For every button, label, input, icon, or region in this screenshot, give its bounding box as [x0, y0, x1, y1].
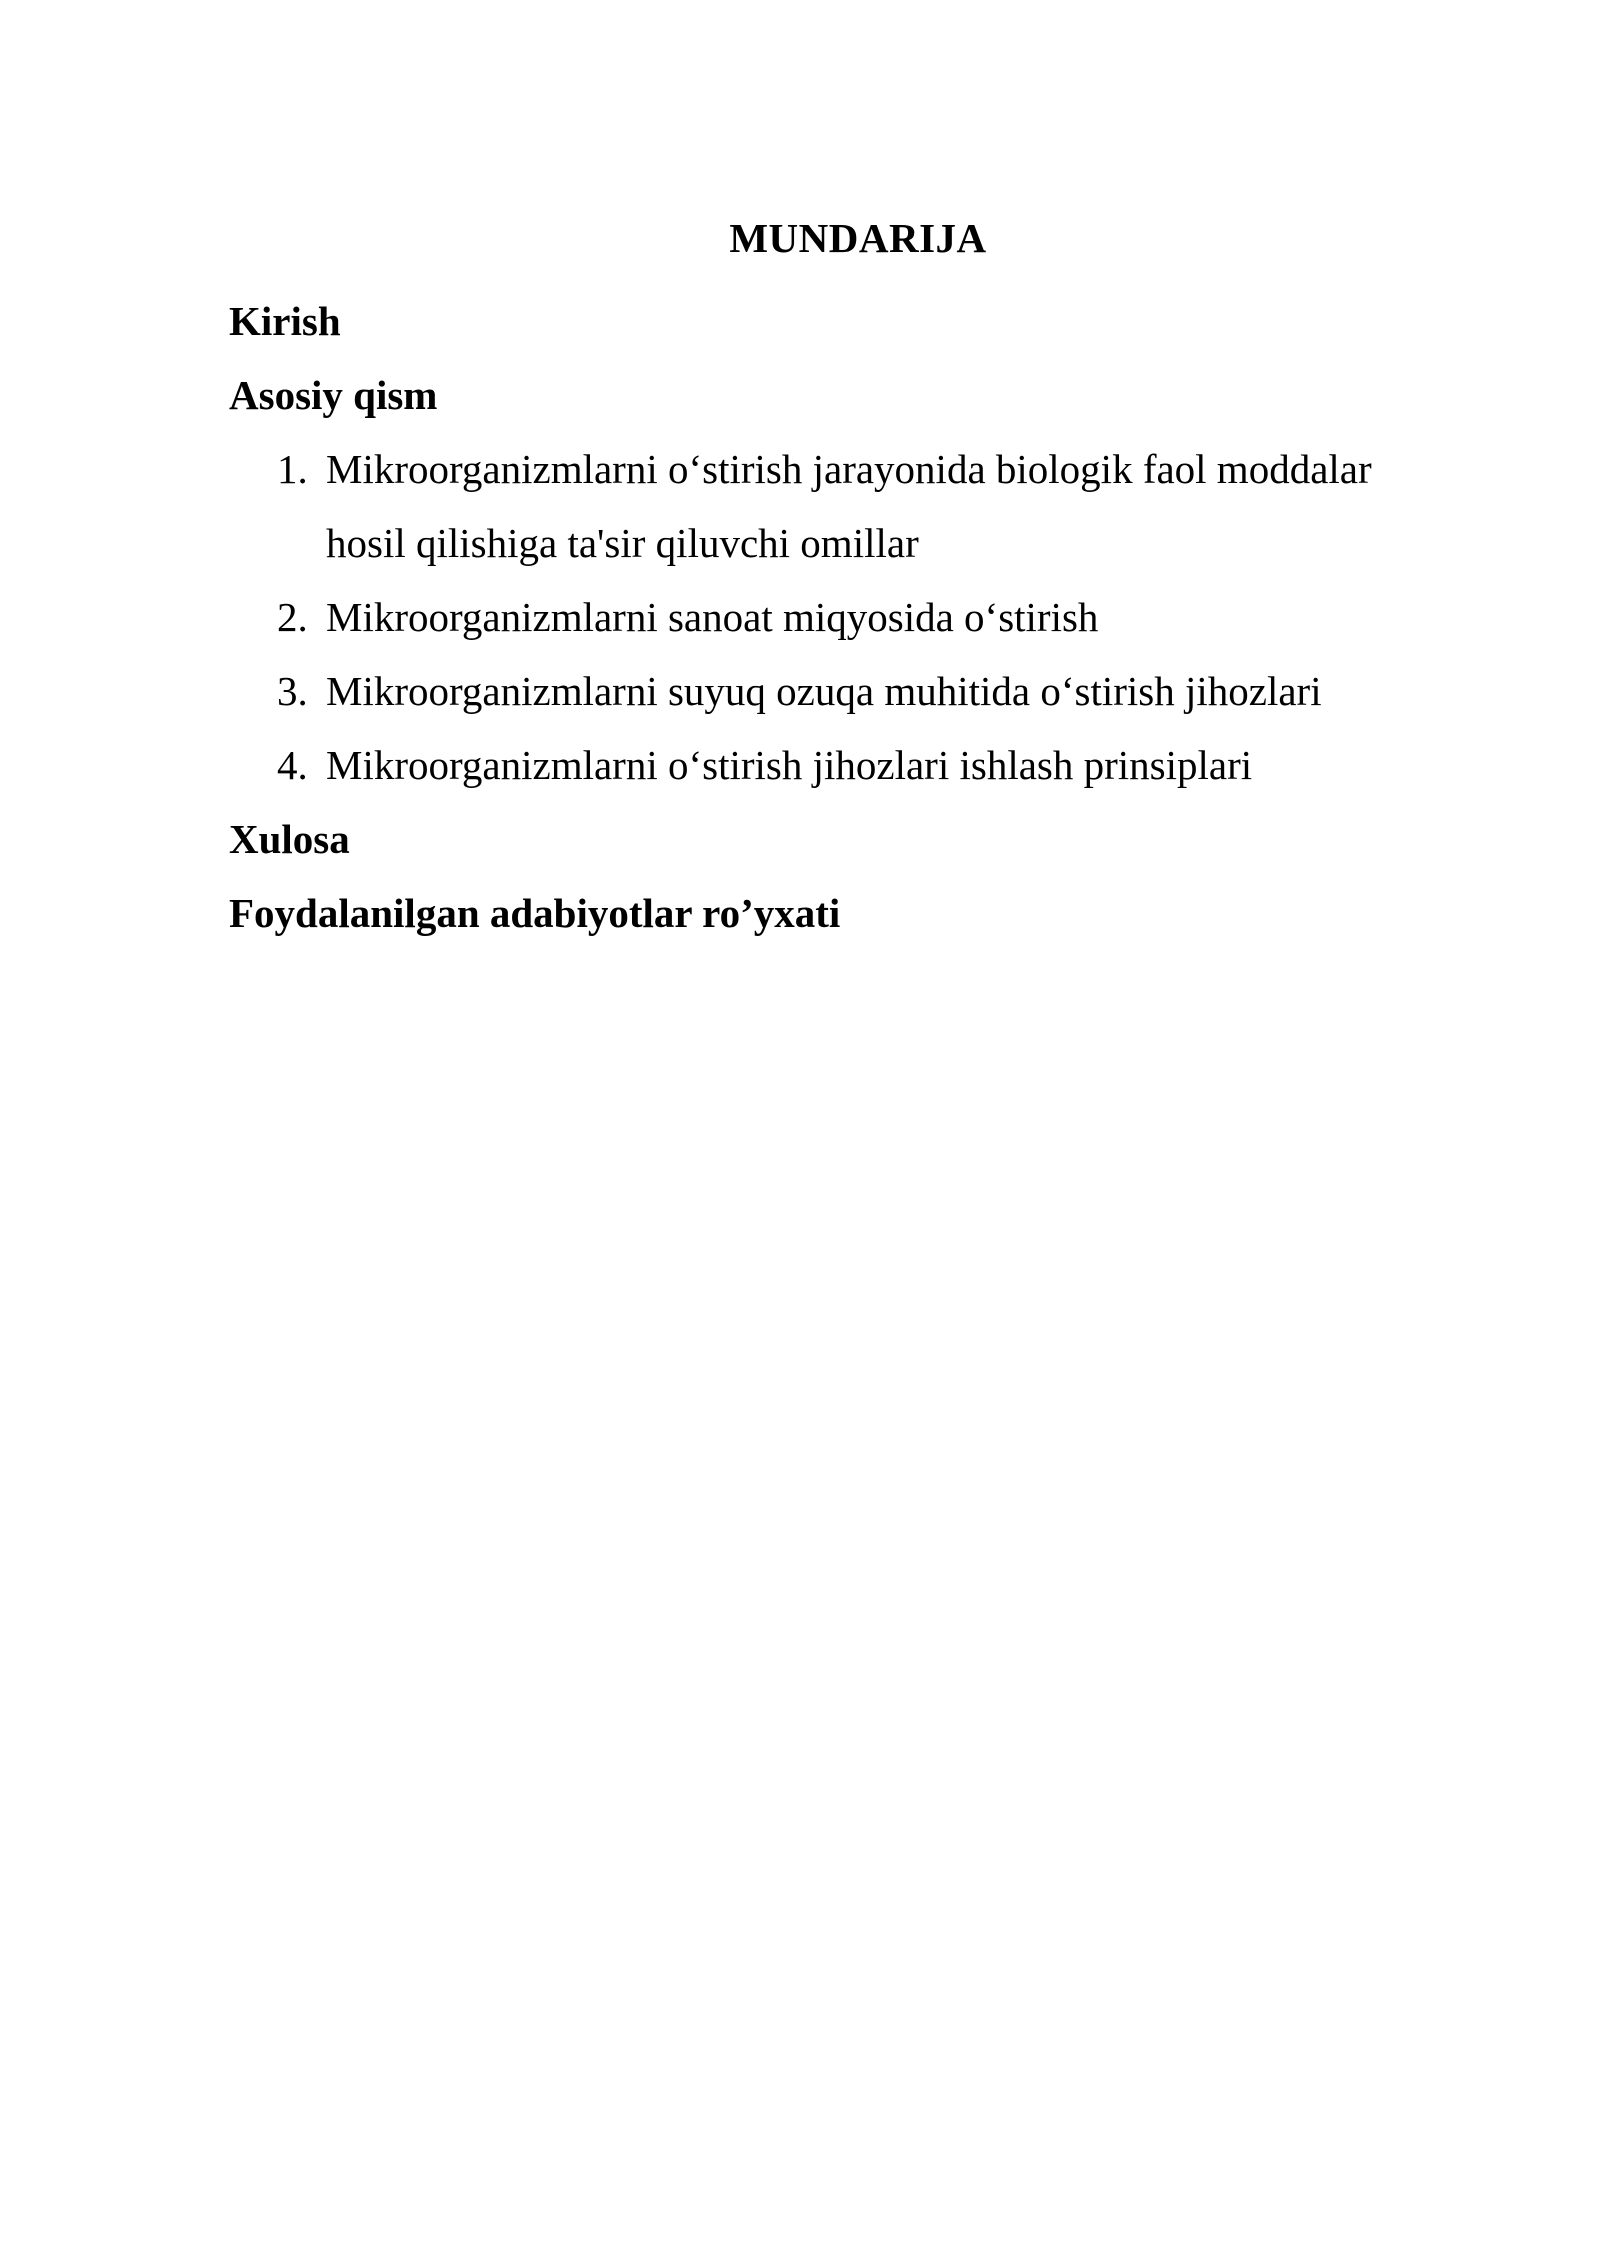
toc-conclusion: Xulosa	[229, 816, 350, 862]
list-item-text: Mikroorganizmlarni o‘stirish jarayonida biologik faol moddalar hosil qilishiga ta'sir qiluvchi omillar	[326, 446, 1372, 566]
table-of-contents	[229, 284, 1449, 950]
toc-references: Foydalanilgan adabiyotlar ro’yxati	[229, 890, 841, 936]
list-item	[229, 580, 1449, 654]
list-item-text: Mikroorganizmlarni suyuq ozuqa muhitida o‘stirish jihozlari	[326, 668, 1322, 714]
toc-intro: Kirish	[229, 298, 341, 344]
page-title: MUNDARIJA	[729, 215, 987, 261]
list-item-number: 3.	[277, 668, 308, 714]
list-item-text: Mikroorganizmlarni sanoat miqyosida o‘stirish	[326, 594, 1099, 640]
list-item-number: 1.	[277, 446, 308, 492]
list-item	[229, 654, 1449, 728]
toc-item-list	[229, 432, 1449, 802]
toc-main-part: Asosiy qism	[229, 372, 438, 418]
list-item-text: Mikroorganizmlarni o‘stirish jihozlari ishlash prinsiplari	[326, 742, 1253, 788]
list-item	[229, 432, 1449, 580]
list-item-number: 2.	[277, 594, 308, 640]
list-item	[229, 728, 1449, 802]
list-item-number: 4.	[277, 742, 308, 788]
